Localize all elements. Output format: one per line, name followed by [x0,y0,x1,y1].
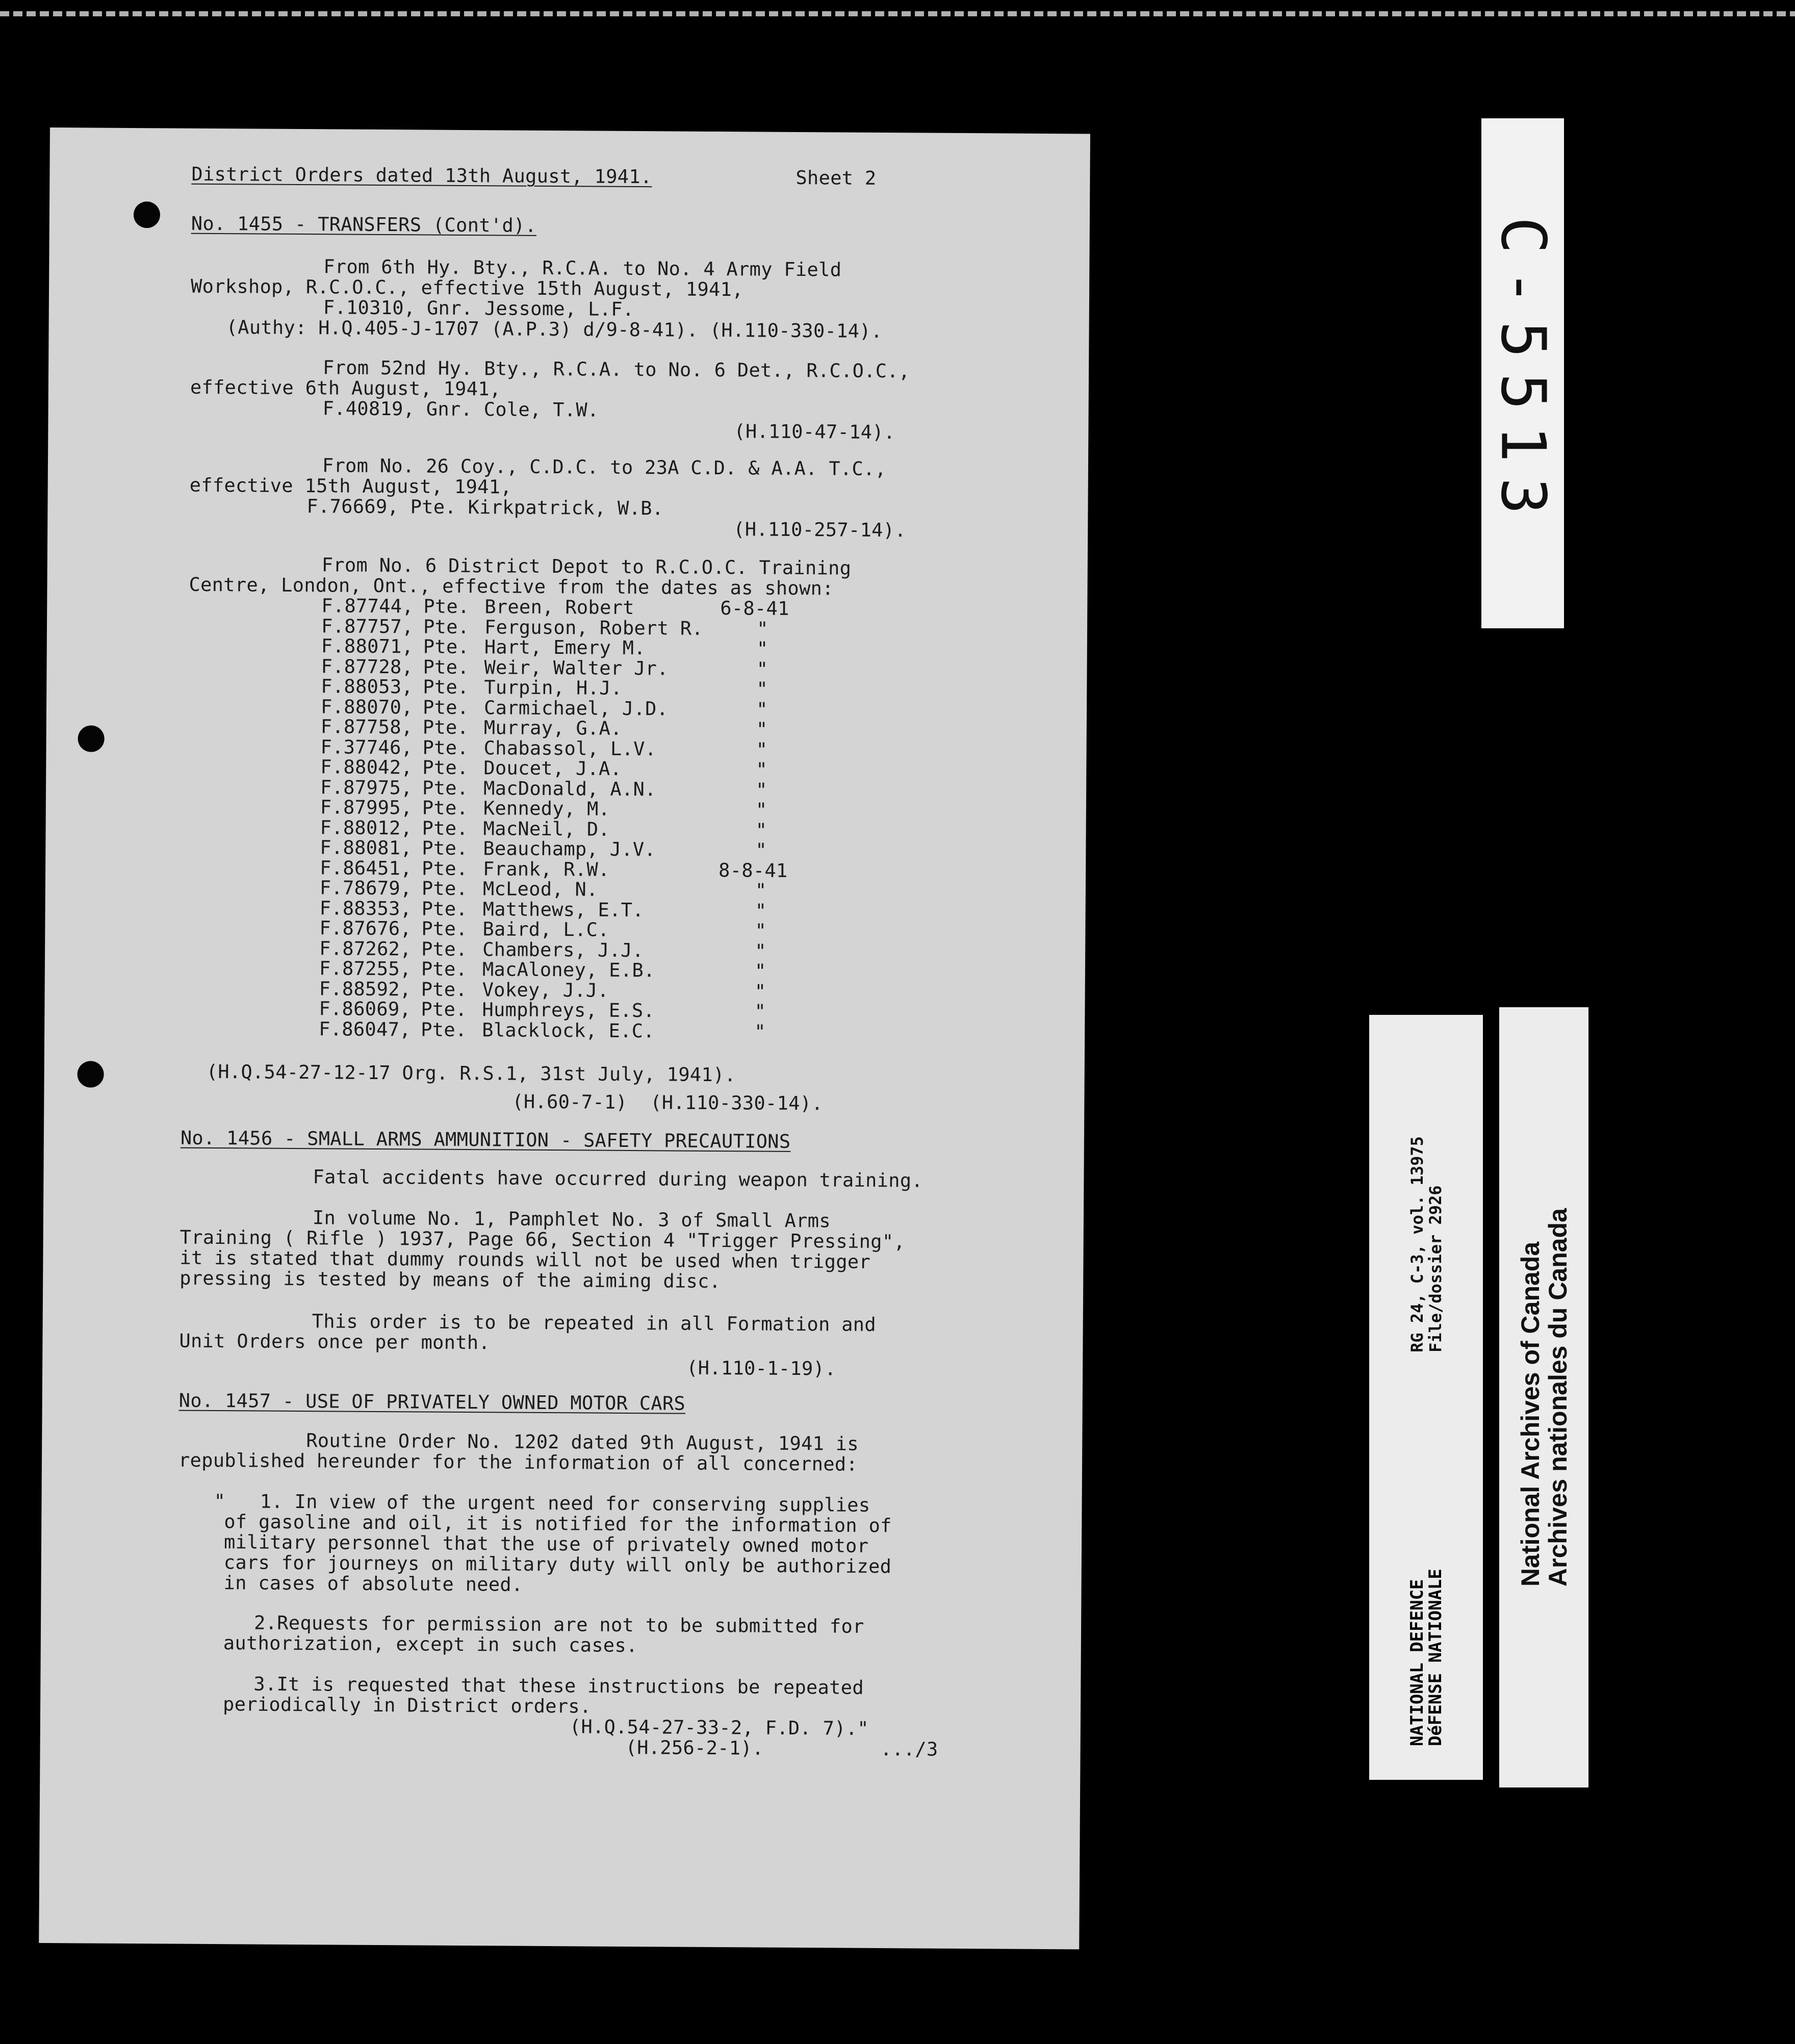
reel-number-label [1481,118,1564,628]
roster-date: " [756,758,768,781]
roster-name: MacNeil, D. [483,817,610,840]
national-archives-strip [1499,1007,1588,1787]
roster-service-number: F.87262, [319,937,412,960]
roster-name: Beauchamp, J.V. [483,837,656,861]
order-1457-item2-line1: 2.Requests for permission are not to be submitted for [253,1612,864,1638]
roster-service-number: F.88042, [320,756,413,779]
order-1455-para2-line2: effective 6th August, 1941, [190,376,501,400]
roster-date: " [754,960,766,982]
roster-service-number: F.78679, [319,877,412,900]
roster-name: Weir, Walter Jr. [484,656,669,679]
order-1457-item3-line2: periodically in District orders. [222,1693,592,1718]
roster-rank: Pte. [421,877,468,900]
order-1455-para1-line3: F.10310, Gnr. Jessome, L.F. [323,296,634,321]
roster-date: 6-8-41 [720,597,789,620]
institution-name-french: Archives nationales du Canada [1543,1208,1572,1587]
order-1455-para1-line1: From 6th Hy. Bty., R.C.A. to No. 4 Army Field [323,256,842,281]
roster-rank: Pte. [421,1018,467,1041]
roster-name: Chabassol, L.V. [483,736,657,760]
roster-service-number: F.87995, [320,796,413,819]
roster-rank: Pte. [423,595,470,618]
order-1455-heading: No. 1455 - TRANSFERS (Cont'd). [191,212,537,237]
order-1457-intro-line2: republished hereunder for the information of all concerned: [178,1449,858,1475]
roster-service-number: F.88070, [320,695,413,718]
film-edge-perforations [0,11,1795,16]
roster-name: Frank, R.W. [483,857,610,881]
roster-name: Blacklock, E.C. [482,1018,655,1042]
roster-date: " [756,637,768,660]
continuation-marker: .../3 [880,1738,938,1760]
roster-service-number: F.88592, [319,977,412,1000]
order-1456-heading: No. 1456 - SMALL ARMS AMMUNITION - SAFETY PRECAUTIONS [180,1127,791,1153]
punch-hole-top [134,201,160,228]
roster-service-number: F.88071, [321,635,414,658]
order-1456-para3-line1: This order is to be repeated in all Formation and [312,1310,877,1336]
roster-name: MacAloney, E.B. [482,958,655,982]
order-1455-para1-line2: Workshop, R.C.O.C., effective 15th August, 1941, [190,275,743,301]
roster-date: " [756,678,768,700]
roster-name: Turpin, H.J. [484,676,623,699]
roster-rank: Pte. [422,736,469,759]
roster-service-number: F.86069, [319,998,412,1020]
order-1457-item1-line2: of gasoline and oil, it is notified for the information of [224,1511,892,1537]
order-1456-para2-line4: pressing is tested by means of the aiming disc. [179,1267,721,1293]
roster-rank: Pte. [422,716,469,739]
archival-reference-line1: RG 24, C-3, vol. 13975 [1407,1136,1427,1352]
order-1456-para2-line3: it is stated that dummy rounds will not be used when trigger [179,1246,871,1273]
roster-date: " [755,899,767,922]
department-name-french: DéFENSE NATIONALE [1425,1569,1446,1746]
institution-name [1517,1208,1572,1587]
roster-rank: Pte. [422,797,469,820]
roster-name: Vokey, J.J. [482,978,609,1002]
roster-service-number: F.88353, [319,897,412,919]
roster-rank: Pte. [421,998,467,1021]
roster-date: " [756,718,768,740]
roster-rank: Pte. [422,857,468,880]
order-1455-para2-ref: (H.110-47-14). [734,420,895,444]
roster-date: " [754,980,766,1003]
department-name [1408,1569,1445,1746]
order-1455-para4-line1: From No. 6 District Depot to R.C.O.C. Training [321,554,852,579]
roster-date: " [755,839,767,861]
roster-rank: Pte. [421,958,468,981]
roster-service-number: F.88081, [320,836,413,859]
roster-service-number: F.87728, [321,655,414,678]
order-1457-item1-line5: in cases of absolute need. [223,1572,523,1596]
order-1455-para3-line3: F.76669, Pte. Kirkpatrick, W.B. [306,495,664,520]
order-1456-para1: Fatal accidents have occurred during weapon training. [313,1166,924,1192]
roster-service-number: F.86047, [319,1017,411,1040]
roster-rank: Pte. [422,816,469,839]
roster-rank: Pte. [421,897,468,920]
roster-service-number: F.88012, [320,816,413,839]
order-1456-para2-line2: Training ( Rifle ) 1937, Page 66, Section 4 "Trigger Pressing", [179,1226,906,1253]
roster-rank: Pte. [421,937,468,960]
roster-date: " [756,698,768,721]
document-body [50,127,1090,1760]
roster-date: " [755,919,767,942]
order-1457-reference-2: (H.256-2-1). [625,1736,764,1759]
roster-name: Baird, L.C. [482,918,609,941]
roster-date: " [754,1000,766,1023]
department-name-english: NATIONAL DEFENCE [1406,1579,1427,1746]
roster-rank: Pte. [421,917,468,940]
order-1455-para2-line1: From 52nd Hy. Bty., R.C.A. to No. 6 Det., R.C.O.C., [323,356,910,382]
document-title: District Orders dated 13th August, 1941. [191,163,652,188]
roster-rank: Pte. [421,978,468,1001]
roster-date: " [755,799,767,821]
roster-service-number: F.87758, [320,716,413,738]
roster-rank: Pte. [423,615,470,638]
roster-date: " [755,939,766,962]
roster-service-number: F.87676, [319,917,412,940]
order-1455-para3-line1: From No. 26 Coy., C.D.C. to 23A C.D. & A.A. T.C., [322,454,887,480]
order-1455-para1-line4: (Authy: H.Q.405-J-1707 (A.P.3) d/9-8-41). (H.110-330-14). [226,316,883,342]
reel-number: C-5513 [1487,217,1558,530]
roster-date: " [754,1020,766,1043]
order-1457-item3-line1: 3.It is requested that these instructions be repeated [253,1673,864,1699]
roster-date: " [756,657,768,680]
roster-name: Ferguson, Robert R. [484,616,704,640]
order-1455-reference-1: (H.Q.54-27-12-17 Org. R.S.1, 31st July, 1941). [206,1060,736,1086]
roster-date: " [755,879,767,902]
roster-service-number: F.86451, [320,856,412,879]
roster-name: Doucet, J.A. [483,757,622,780]
roster-rank: Pte. [423,676,469,699]
roster-date: " [756,617,768,640]
archival-reference-line2: File/dossier 2926 [1425,1185,1445,1352]
sheet-number: Sheet 2 [796,166,877,189]
roster-name: Murray, G.A. [483,717,622,739]
roster-date: " [755,819,767,841]
roster-name: Breen, Robert [484,596,634,619]
roster-service-number: F.88053, [321,675,414,698]
order-1455-para3-line2: effective 15th August, 1941, [189,474,512,498]
order-1457-item1-line3: military personnel that the use of privately owned motor [223,1531,869,1557]
roster-date: " [755,778,767,801]
punch-hole-bottom [78,1061,104,1087]
roster-rank: Pte. [422,776,469,799]
roster-service-number: F.37746, [320,735,413,758]
roster-rank: Pte. [423,635,470,658]
order-1457-item1-line4: cars for journeys on military duty will only be authorized [223,1551,892,1578]
order-1457-item1-line1: " 1. In view of the urgent need for conserving supplies [214,1490,870,1516]
roster-rank: Pte. [422,756,469,779]
order-1456-para2-line1: In volume No. 1, Pamphlet No. 3 of Small Arms [312,1207,831,1232]
roster-name: Matthews, E.T. [482,898,644,921]
document-page [39,127,1090,1949]
roster-name: Hart, Emery M. [484,636,646,659]
order-1456-reference: (H.110-1-19). [686,1357,836,1380]
roster-name: Humphreys, E.S. [482,999,655,1022]
roster-service-number: F.87757, [321,615,414,637]
roster-name: Kennedy, M. [483,797,610,820]
roster-rank: Pte. [422,837,468,860]
roster-rank: Pte. [422,696,469,719]
order-1455-para4-line2: Centre, London, Ont., effective from the dates as shown: [189,573,834,600]
roster-service-number: F.87255, [319,957,412,980]
order-1456-para3-line2: Unit Orders once per month. [179,1330,491,1354]
order-1455-reference-2: (H.60-7-1) (H.110-330-14). [512,1090,824,1115]
order-1457-heading: No. 1457 - USE OF PRIVATELY OWNED MOTOR CARS [178,1389,686,1415]
roster-name: MacDonald, A.N. [483,777,656,800]
roster-rank: Pte. [423,655,469,678]
institution-name-english: National Archives of Canada [1516,1241,1545,1587]
roster-name: Chambers, J.J. [482,938,644,961]
national-defence-strip [1369,1015,1483,1780]
roster-date: " [756,738,768,761]
roster-name: McLeod, N. [482,878,598,901]
order-1455-para3-ref: (H.110-257-14). [733,518,906,542]
punch-hole-middle [78,725,105,752]
order-1457-intro-line1: Routine Order No. 1202 dated 9th August, 1941 is [306,1429,859,1455]
roster-service-number: F.87975, [320,776,413,799]
roster-service-number: F.87744, [321,595,414,618]
order-1457-item2-line2: authorization, except in such cases. [223,1632,638,1657]
roster-name: Carmichael, J.D. [483,696,669,720]
archival-reference [1408,1136,1445,1352]
order-1455-para2-line3: F.40819, Gnr. Cole, T.W. [322,397,599,421]
roster-date: 8-8-41 [718,859,788,882]
order-1457-reference-1: (H.Q.54-27-33-2, F.D. 7)." [569,1716,869,1740]
